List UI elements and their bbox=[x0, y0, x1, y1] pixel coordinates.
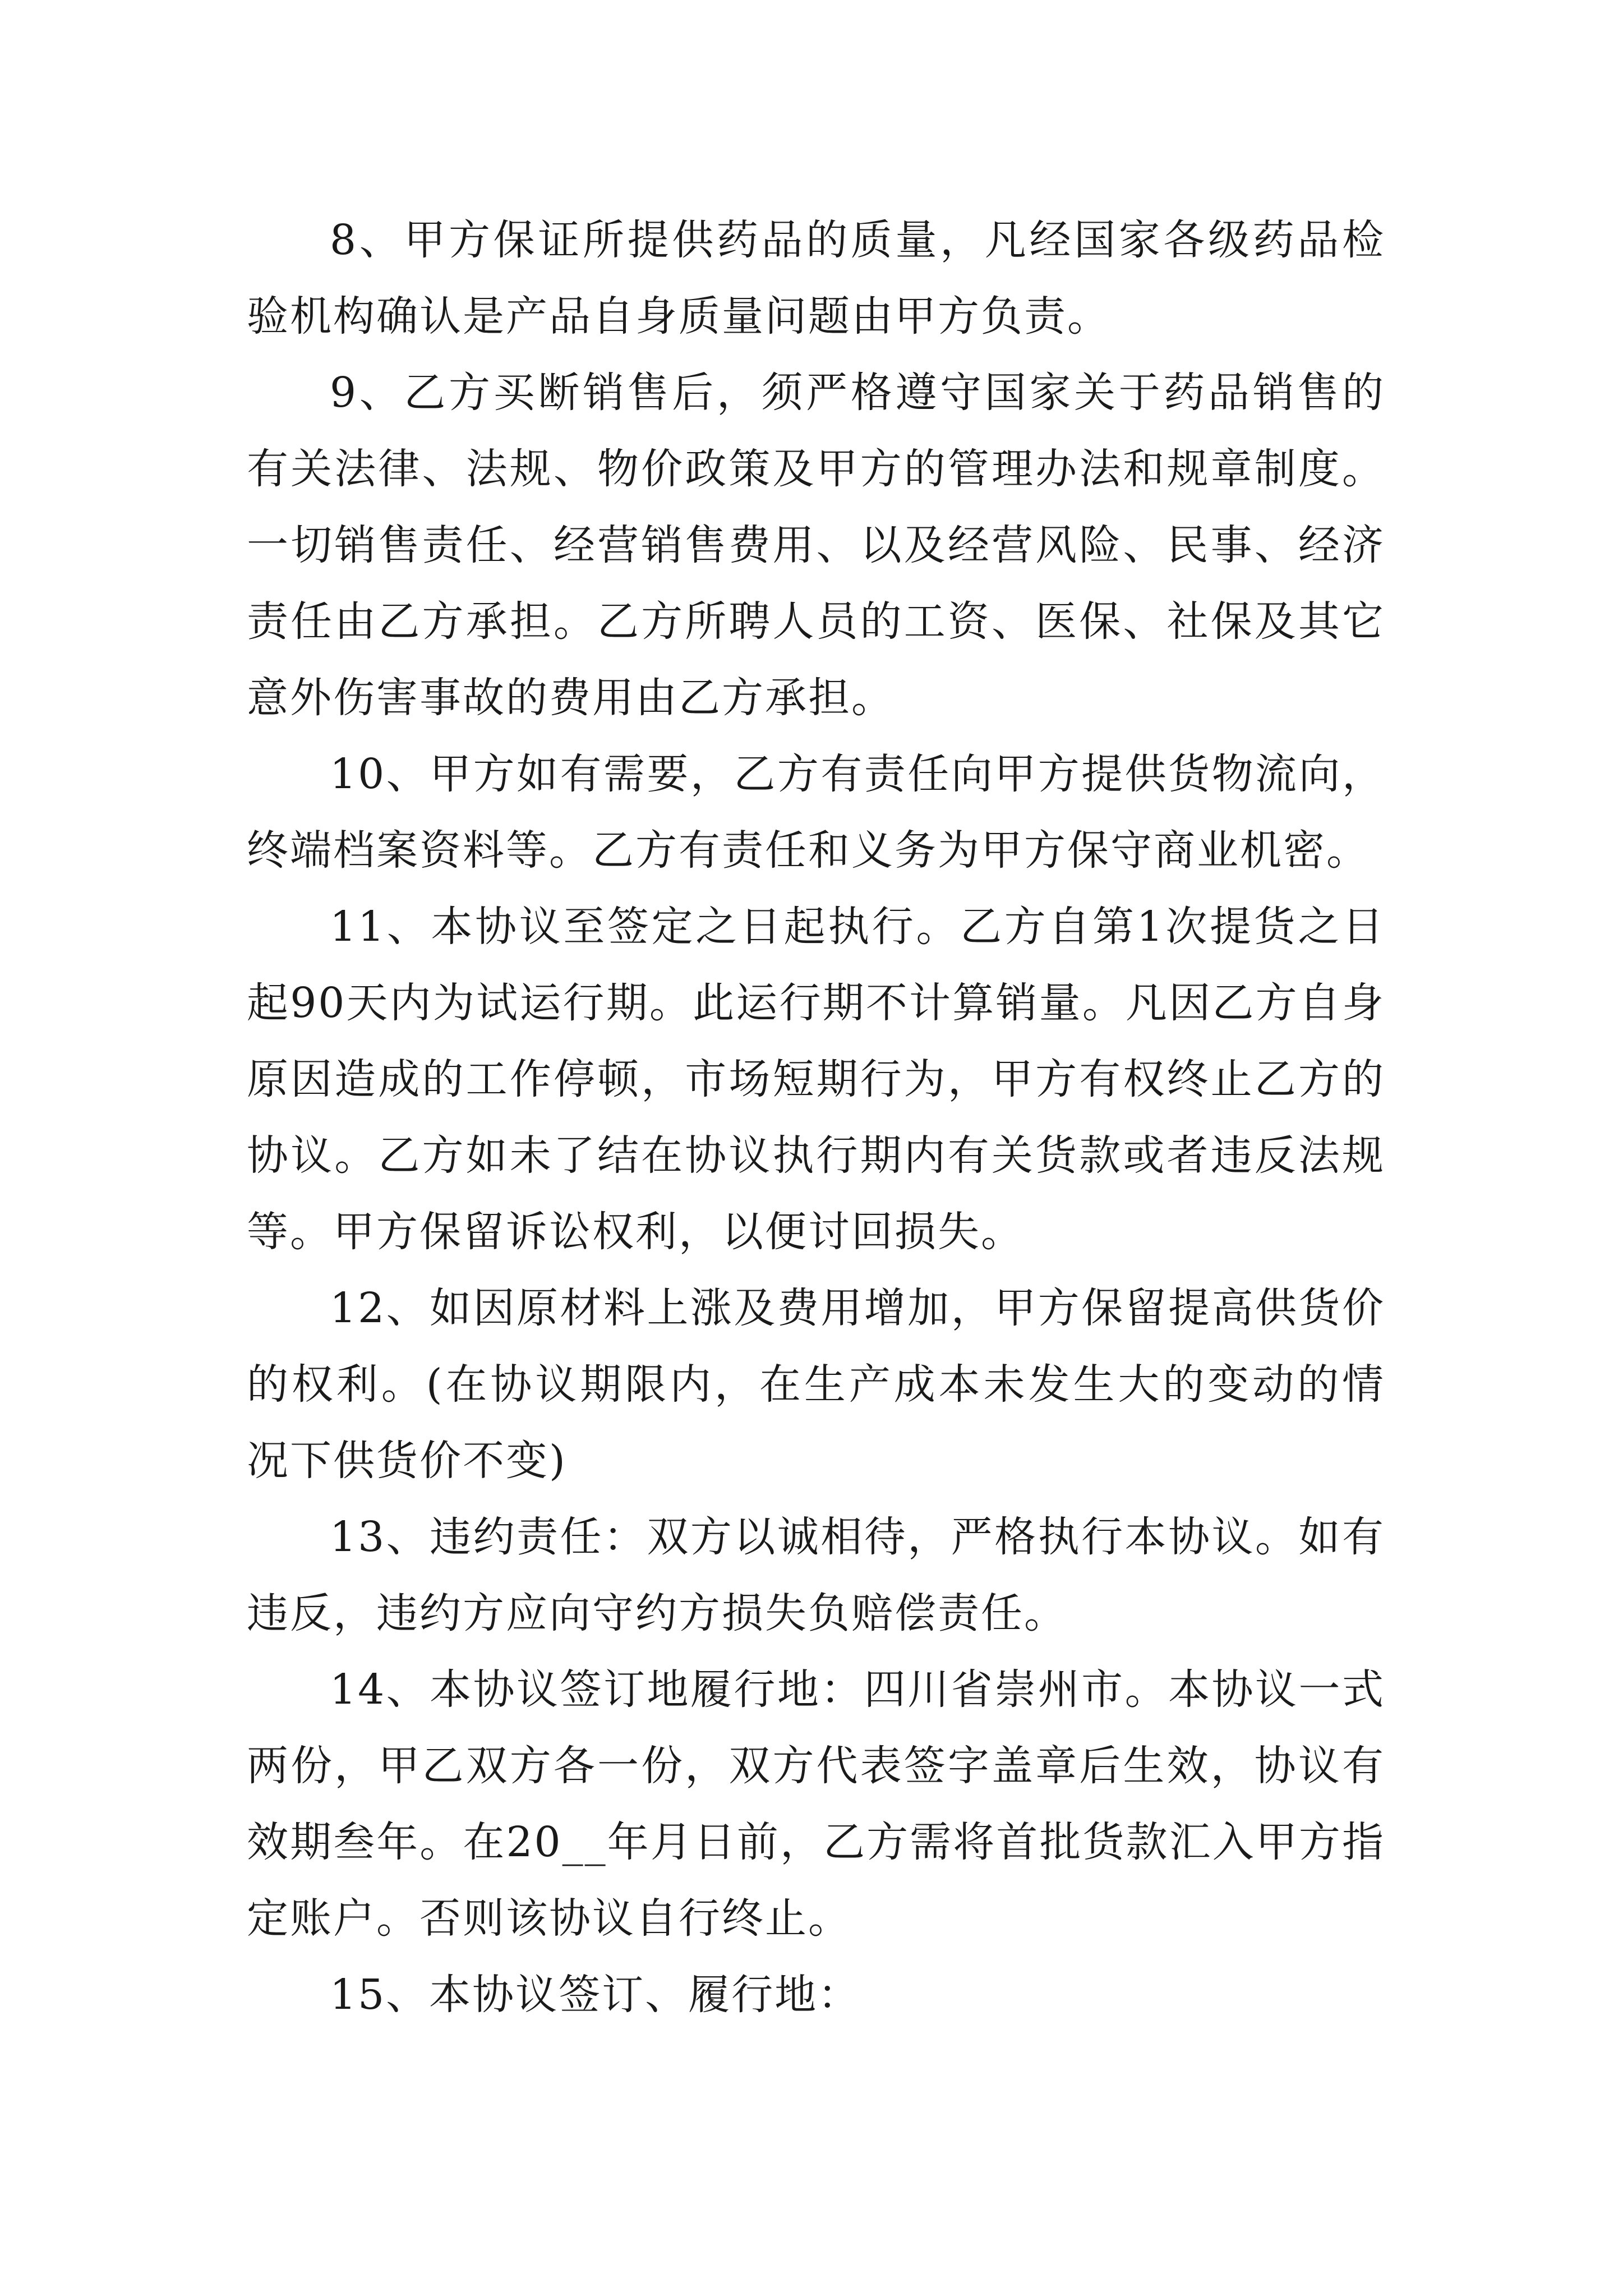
clause-11: 11、本协议至签定之日起执行。乙方自第1次提货之日起90天内为试运行期。此运行期不计算销量。凡因乙方自身原因造成的工作停顿，市场短期行为，甲方有权终止乙方的协议。乙方如未了结在协议执行期内有关货款或者违反法规等。甲方保留诉讼权利，以便讨回损失。 bbox=[247, 903, 1385, 1256]
clause-10: 10、甲方如有需要，乙方有责任向甲方提供货物流向，终端档案资料等。乙方有责任和义务为甲方保守商业机密。 bbox=[247, 750, 1385, 875]
clause-8: 8、甲方保证所提供药品的质量，凡经国家各级药品检验机构确认是产品自身质量问题由甲方负责。 bbox=[247, 216, 1385, 341]
clause-13: 13、违约责任：双方以诚相待，严格执行本协议。如有违反，违约方应向守约方损失负赔偿责任。 bbox=[247, 1513, 1385, 1637]
clause-12: 12、如因原材料上涨及费用增加，甲方保留提高供货价的权利。(在协议期限内，在生产成本未发生大的变动的情况下供货价不变) bbox=[247, 1284, 1385, 1485]
clause-14: 14、本协议签订地履行地：四川省崇州市。本协议一式两份，甲乙双方各一份，双方代表签字盖章后生效，协议有效期叁年。在20__年月日前，乙方需将首批货款汇入甲方指定账户。否则该协议自行终止。 bbox=[247, 1665, 1385, 1943]
clause-9: 9、乙方买断销售后，须严格遵守国家关于药品销售的有关法律、法规、物价政策及甲方的管理办法和规章制度。一切销售责任、经营销售费用、以及经营风险、民事、经济责任由乙方承担。乙方所聘人员的工资、医保、社保及其它意外伤害事故的费用由乙方承担。 bbox=[247, 369, 1385, 722]
document-body bbox=[247, 202, 1385, 2033]
clause-15: 15、本协议签订、履行地： bbox=[330, 1971, 861, 2019]
